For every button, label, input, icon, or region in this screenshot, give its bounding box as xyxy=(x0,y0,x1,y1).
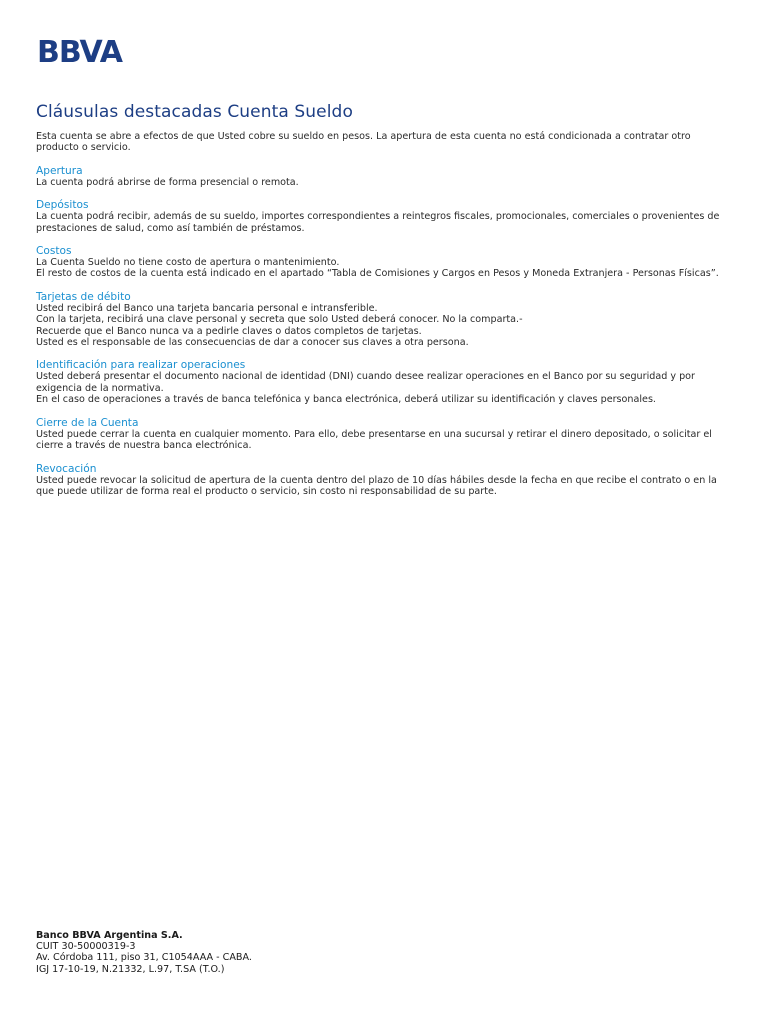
sections-list xyxy=(36,165,736,498)
section-text: La cuenta podrá recibir, además de su sueldo, importes correspondientes a reintegros fiscales, promocionales, comerciales o provenientes de prestaciones de salud, como así también de préstamos. xyxy=(36,211,720,234)
section-text: Usted puede revocar la solicitud de apertura de la cuenta dentro del plazo de 10 días hábiles desde la fecha en que recibe el contrato o en la que puede utilizar de forma real el producto o servicio, sin costo ni responsabilidad de su parte. xyxy=(36,474,717,497)
footer-bank-name: Banco BBVA Argentina S.A. xyxy=(36,930,183,941)
section xyxy=(36,291,736,349)
footer-igj: IGJ 17-10-19, N.21332, L.97, T.SA (T.O.) xyxy=(36,963,225,975)
section-text: El resto de costos de la cuenta está indicado en el apartado “Tabla de Comisiones y Cargos en Pesos y Moneda Extranjera - Personas Físicas”. xyxy=(36,268,719,280)
page-title: Cláusulas destacadas Cuenta Sueldo xyxy=(36,102,353,122)
section-title: Apertura xyxy=(36,164,83,177)
section-text: En el caso de operaciones a través de banca telefónica y banca electrónica, deberá utilizar su identificación y claves personales. xyxy=(36,394,656,406)
section-text: Usted recibirá del Banco una tarjeta bancaria personal e intransferible. xyxy=(36,302,378,314)
svg-text:BBVA: BBVA xyxy=(37,35,122,66)
section-title: Revocación xyxy=(36,462,97,475)
footer-address: Av. Córdoba 111, piso 31, C1054AAA - CABA. xyxy=(36,952,252,964)
section-text: Con la tarjeta, recibirá una clave personal y secreta que solo Usted deberá conocer. No la comparta.- xyxy=(36,314,523,326)
section-title: Depósitos xyxy=(36,199,89,212)
intro-paragraph: Esta cuenta se abre a efectos de que Usted cobre su sueldo en pesos. La apertura de esta cuenta no está condicionada a contratar otro producto o servicio. xyxy=(36,131,691,154)
section xyxy=(36,359,736,405)
section-text: Usted es el responsable de las consecuencias de dar a conocer sus claves a otra persona. xyxy=(36,337,469,349)
section xyxy=(36,199,736,234)
section-text: Usted puede cerrar la cuenta en cualquier momento. Para ello, debe presentarse en una sucursal y retirar el dinero depositado, o solicitar el cierre a través de nuestra banca electrónica. xyxy=(36,428,712,452)
section xyxy=(36,463,736,498)
section-title: Tarjetas de débito xyxy=(36,290,131,303)
section-title: Identificación para realizar operaciones xyxy=(36,359,246,372)
bbva-logo-icon xyxy=(37,34,133,66)
section xyxy=(36,165,736,188)
section-text: Recuerde que el Banco nunca va a pedirle claves o datos completos de tarjetas. xyxy=(36,325,422,337)
bbva-logo xyxy=(37,34,133,66)
section-text: La Cuenta Sueldo no tiene costo de apertura o mantenimiento. xyxy=(36,257,340,269)
section-title: Costos xyxy=(36,245,72,258)
footer-cuit: CUIT 30-50000319-3 xyxy=(36,941,136,953)
section xyxy=(36,417,736,452)
document-body xyxy=(36,131,736,508)
section-text: La cuenta podrá abrirse de forma presencial o remota. xyxy=(36,176,299,188)
section xyxy=(36,245,736,280)
section-title: Cierre de la Cuenta xyxy=(36,416,139,429)
footer xyxy=(36,930,252,975)
section-text: Usted deberá presentar el documento nacional de identidad (DNI) cuando desee realizar operaciones en el Banco por su seguridad y por exigencia de la normativa. xyxy=(36,371,695,394)
